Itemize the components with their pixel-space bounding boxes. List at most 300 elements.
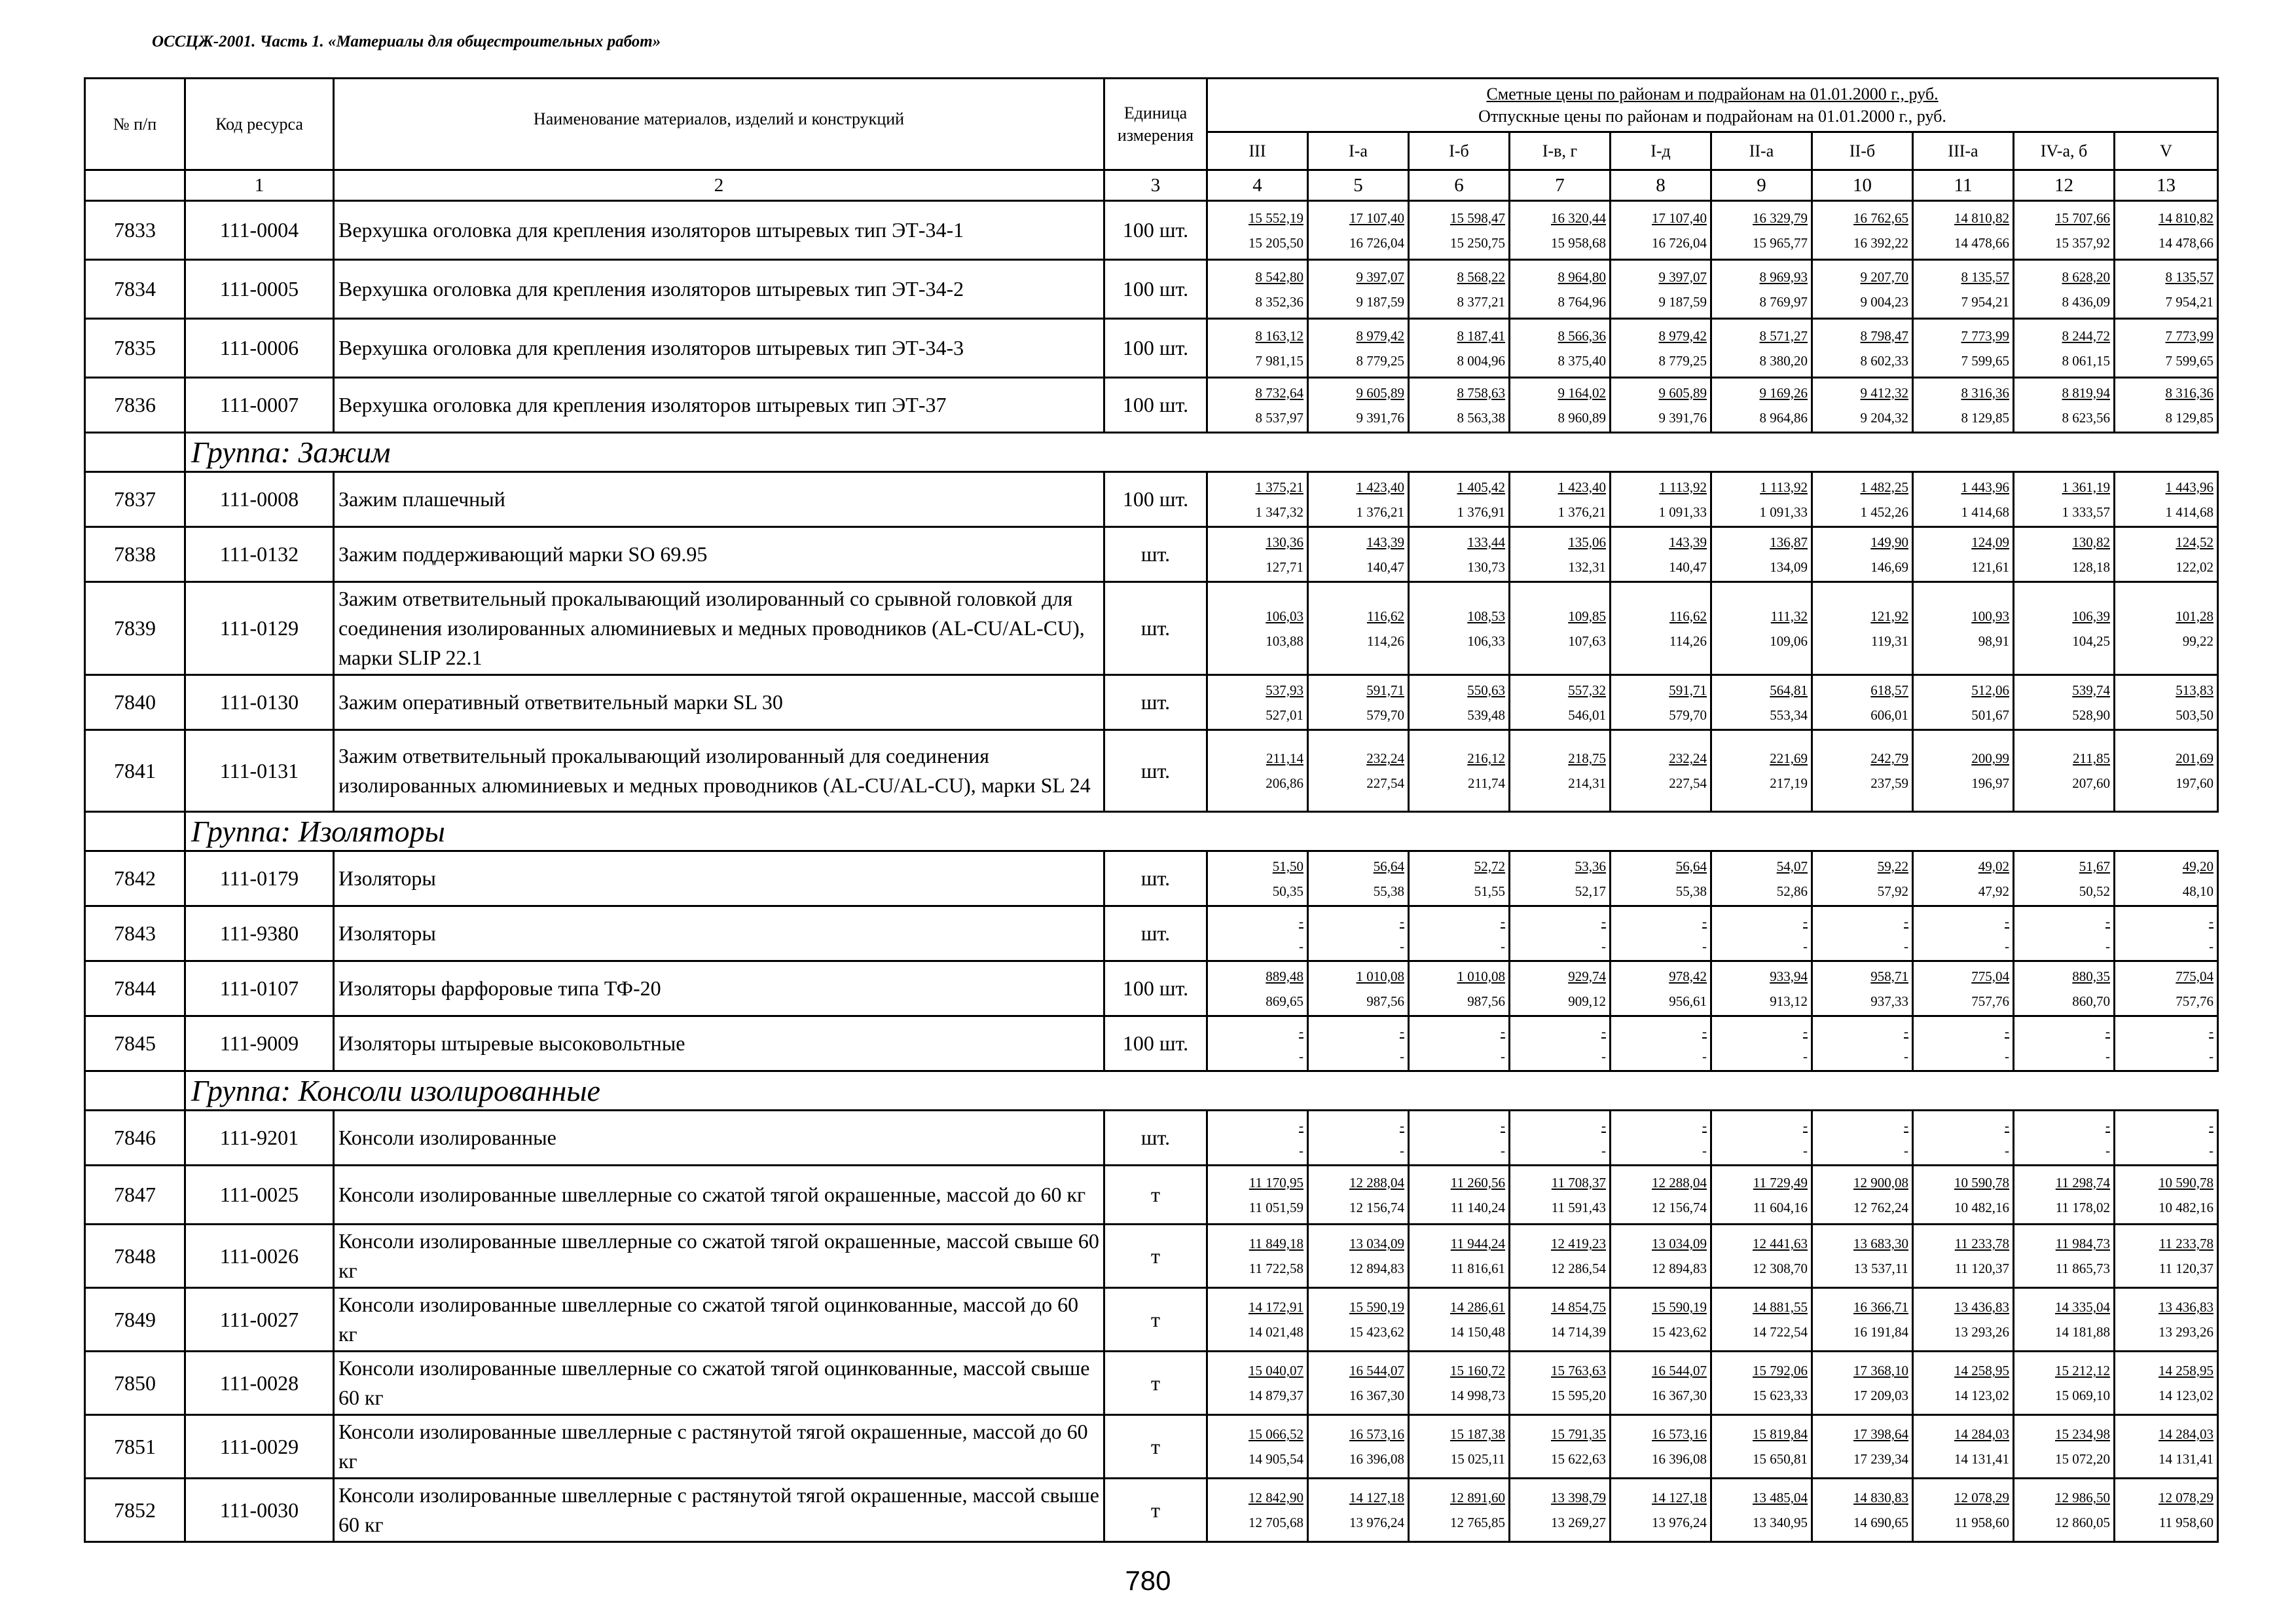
estimate-price: 1 375,21	[1255, 479, 1303, 495]
release-price: 7 599,65	[2165, 352, 2214, 369]
price-cell	[1611, 851, 1711, 906]
estimate-price: 121,92	[1870, 608, 1908, 624]
header-region: IV-а, б	[2014, 132, 2115, 170]
estimate-price: 11 260,56	[1450, 1174, 1505, 1190]
release-price: -	[1501, 1142, 1505, 1158]
release-price: 11 120,37	[1954, 1261, 2009, 1276]
release-price: 11 051,59	[1248, 1199, 1303, 1215]
price-cell	[1711, 906, 1812, 961]
table-row	[85, 675, 2218, 730]
resource-code: 111-0131	[185, 730, 334, 812]
group-row	[85, 433, 2218, 472]
price-cell	[1207, 1288, 1308, 1352]
release-price: 52,86	[1776, 883, 1808, 899]
estimate-price: 15 590,19	[1349, 1299, 1404, 1315]
estimate-price: 591,71	[1366, 682, 1404, 698]
estimate-price: 8 187,41	[1457, 327, 1505, 344]
material-name: Консоли изолированные швеллерные с растянутой тягой окрашенные, массой до 60 кг	[334, 1415, 1104, 1479]
price-cell	[1207, 1415, 1308, 1479]
estimate-price: 9 397,07	[1658, 268, 1707, 285]
price-cell	[1409, 472, 1510, 527]
estimate-price: 11 298,74	[2055, 1174, 2110, 1190]
release-price: 913,12	[1770, 993, 1808, 1009]
estimate-price: -	[1702, 1023, 1707, 1039]
unit-of-measure: 100 шт.	[1104, 472, 1207, 527]
estimate-price: 111,32	[1770, 608, 1808, 624]
table-row	[85, 906, 2218, 961]
release-price: -	[1702, 1048, 1707, 1064]
estimate-price: 15 707,66	[2055, 210, 2110, 226]
release-price: 15 069,10	[2055, 1388, 2110, 1403]
price-cell	[1308, 1352, 1409, 1415]
price-cell	[1510, 1479, 1611, 1542]
estimate-price: 143,39	[1366, 534, 1404, 550]
material-name: Изоляторы фарфоровые типа ТФ-20	[334, 961, 1104, 1016]
estimate-price: 8 316,36	[2165, 384, 2214, 401]
material-name: Изоляторы	[334, 906, 1104, 961]
column-number: 6	[1409, 170, 1510, 201]
estimate-price: 618,57	[1870, 682, 1908, 698]
price-cell	[1409, 1016, 1510, 1071]
estimate-price: 232,24	[1366, 750, 1404, 766]
price-cell	[1207, 1016, 1308, 1071]
price-cell	[1207, 851, 1308, 906]
price-cell	[1711, 851, 1812, 906]
estimate-price: -	[2005, 1117, 2009, 1134]
price-cell	[1207, 1352, 1308, 1415]
release-price: -	[1803, 1048, 1808, 1064]
estimate-price: 889,48	[1266, 968, 1303, 984]
estimate-price: 16 762,65	[1853, 210, 1908, 226]
estimate-price: 8 568,22	[1457, 268, 1505, 285]
release-price: -	[1501, 1048, 1505, 1064]
estimate-price: 11 233,78	[2159, 1236, 2214, 1251]
estimate-price: -	[1803, 1117, 1808, 1134]
estimate-price: 100,93	[1971, 608, 2009, 624]
row-number: 7849	[85, 1288, 185, 1352]
estimate-price: -	[1501, 1023, 1505, 1039]
estimate-price: 14 830,83	[1853, 1490, 1908, 1505]
estimate-price: 108,53	[1467, 608, 1505, 624]
estimate-price: 211,85	[2073, 750, 2110, 766]
resource-code: 111-0132	[185, 527, 334, 582]
release-price: 16 396,08	[1652, 1451, 1707, 1467]
price-cell	[1409, 851, 1510, 906]
release-price: 17 239,34	[1853, 1451, 1908, 1467]
estimate-price: 8 628,20	[2062, 268, 2110, 285]
estimate-price: 591,71	[1669, 682, 1707, 698]
estimate-price: 124,09	[1971, 534, 2009, 550]
release-price: 109,06	[1770, 633, 1808, 649]
price-cell	[1308, 1111, 1409, 1166]
estimate-price: -	[1400, 913, 1404, 929]
table-row	[85, 201, 2218, 260]
estimate-price: 1 113,92	[1659, 479, 1707, 495]
price-cell	[1812, 675, 1913, 730]
price-cell	[1207, 201, 1308, 260]
release-price: 15 623,33	[1753, 1388, 1808, 1403]
price-cell	[1812, 319, 1913, 378]
estimate-price: 17 107,40	[1349, 210, 1404, 226]
price-cell	[1812, 961, 1913, 1016]
estimate-price: 1 010,08	[1356, 968, 1404, 984]
release-price: 11 120,37	[2159, 1261, 2214, 1276]
group-row-spacer	[85, 1071, 185, 1111]
estimate-price: 133,44	[1467, 534, 1505, 550]
material-name: Изоляторы штыревые высоковольтные	[334, 1016, 1104, 1071]
unit-of-measure: 100 шт.	[1104, 961, 1207, 1016]
price-cell	[1409, 1225, 1510, 1288]
table-row	[85, 1111, 2218, 1166]
release-price: 9 391,76	[1356, 409, 1404, 426]
release-price: 16 367,30	[1349, 1388, 1404, 1403]
resource-code: 111-0007	[185, 378, 334, 433]
table-row	[85, 527, 2218, 582]
estimate-price: -	[1904, 1117, 1908, 1134]
price-cell	[1207, 1166, 1308, 1225]
header-region: II-а	[1711, 132, 1812, 170]
price-cell	[1510, 1225, 1611, 1288]
estimate-price: 775,04	[1971, 968, 2009, 984]
column-number: 1	[185, 170, 334, 201]
release-price: 55,38	[1373, 883, 1404, 899]
unit-of-measure: т	[1104, 1225, 1207, 1288]
estimate-price: 8 163,12	[1255, 327, 1303, 344]
price-cell	[1711, 1166, 1812, 1225]
estimate-price: 12 891,60	[1450, 1490, 1505, 1505]
release-price: 12 894,83	[1652, 1261, 1707, 1276]
column-number: 9	[1711, 170, 1812, 201]
estimate-price: 8 571,27	[1759, 327, 1808, 344]
release-price: 119,31	[1871, 633, 1908, 649]
release-price: -	[2105, 1142, 2110, 1158]
estimate-price: 106,39	[2072, 608, 2110, 624]
unit-of-measure: шт.	[1104, 582, 1207, 675]
estimate-price: 13 683,30	[1853, 1236, 1908, 1251]
release-price: -	[1904, 1048, 1908, 1064]
estimate-price: 14 127,18	[1349, 1490, 1404, 1505]
release-price: 16 396,08	[1349, 1451, 1404, 1467]
estimate-price: 16 366,71	[1853, 1299, 1908, 1315]
row-number: 7834	[85, 260, 185, 319]
release-price: 1 347,32	[1255, 504, 1303, 520]
row-number: 7841	[85, 730, 185, 812]
release-price: 7 954,21	[1961, 293, 2009, 310]
group-row-spacer	[85, 433, 185, 472]
release-price: 132,31	[1568, 559, 1606, 575]
table-row	[85, 1415, 2218, 1479]
estimate-price: 12 419,23	[1551, 1236, 1606, 1251]
estimate-price: -	[1702, 913, 1707, 929]
price-cell	[1913, 527, 2014, 582]
material-name: Верхушка оголовка для крепления изоляторов штыревых тип ЭТ-34-2	[334, 260, 1104, 319]
estimate-price: -	[1299, 1117, 1303, 1134]
price-cell	[1308, 260, 1409, 319]
release-price: 11 604,16	[1753, 1199, 1808, 1215]
release-price: 503,50	[2176, 707, 2214, 723]
price-cell	[1611, 201, 1711, 260]
estimate-price: 8 969,93	[1759, 268, 1808, 285]
estimate-price: 200,99	[1971, 750, 2009, 766]
estimate-price: -	[1299, 1023, 1303, 1039]
estimate-price: -	[1803, 913, 1808, 929]
estimate-price: 15 792,06	[1753, 1363, 1808, 1378]
release-price: 1 376,21	[1558, 504, 1606, 520]
estimate-price: 130,36	[1266, 534, 1303, 550]
estimate-price: 9 164,02	[1558, 384, 1606, 401]
price-cell	[1913, 1479, 2014, 1542]
price-cell	[1913, 201, 2014, 260]
estimate-price: 8 758,63	[1457, 384, 1505, 401]
estimate-price: 11 170,95	[1248, 1174, 1303, 1190]
estimate-price: 11 849,18	[1248, 1236, 1303, 1251]
release-price: 99,22	[2182, 633, 2214, 649]
estimate-price: 201,69	[2176, 750, 2214, 766]
release-price: 15 250,75	[1450, 234, 1505, 251]
release-price: -	[2209, 938, 2214, 954]
release-price: 14 714,39	[1551, 1324, 1606, 1340]
price-cell	[1308, 1225, 1409, 1288]
unit-of-measure: шт.	[1104, 527, 1207, 582]
estimate-price: 1 482,25	[1860, 479, 1908, 495]
price-cell	[2014, 472, 2115, 527]
release-price: 11 958,60	[1954, 1515, 2009, 1530]
table-row	[85, 582, 2218, 675]
price-cell	[1308, 961, 1409, 1016]
estimate-price: 16 544,07	[1652, 1363, 1707, 1378]
price-cell	[1711, 378, 1812, 433]
release-price: 14 131,41	[1954, 1451, 2009, 1467]
release-price: 11 140,24	[1450, 1199, 1505, 1215]
release-price: -	[1299, 1142, 1303, 1158]
release-price: 956,61	[1669, 993, 1707, 1009]
estimate-price: 16 320,44	[1551, 210, 1606, 226]
price-cell	[1409, 582, 1510, 675]
estimate-price: -	[1299, 913, 1303, 929]
release-price: -	[2005, 1048, 2009, 1064]
estimate-price: 101,28	[2176, 608, 2214, 624]
group-row	[85, 812, 2218, 851]
release-price: 11 178,02	[2055, 1199, 2110, 1215]
price-cell	[1207, 675, 1308, 730]
release-price: 8 377,21	[1457, 293, 1505, 310]
estimate-price: 15 160,72	[1450, 1363, 1505, 1378]
price-cell	[1812, 906, 1913, 961]
release-price: -	[2209, 1048, 2214, 1064]
header-region: III-а	[1913, 132, 2014, 170]
release-price: 8 375,40	[1558, 352, 1606, 369]
price-cell	[1711, 1111, 1812, 1166]
estimate-price: -	[2105, 1023, 2110, 1039]
table-row	[85, 1352, 2218, 1415]
price-cell	[1207, 582, 1308, 675]
price-cell	[1308, 1415, 1409, 1479]
release-price: 106,33	[1467, 633, 1505, 649]
release-price: 121,61	[1971, 559, 2009, 575]
price-cell	[1913, 319, 2014, 378]
price-cell	[1308, 1016, 1409, 1071]
price-cell	[2014, 851, 2115, 906]
unit-of-measure: т	[1104, 1166, 1207, 1225]
release-price: 197,60	[2176, 775, 2214, 791]
estimate-price: 13 436,83	[2159, 1299, 2214, 1315]
release-price: 16 392,22	[1853, 234, 1908, 251]
page-number: 780	[1125, 1565, 1171, 1596]
release-price: 1 414,68	[2165, 504, 2214, 520]
release-price: -	[1299, 1048, 1303, 1064]
release-price: 757,76	[2176, 993, 2214, 1009]
release-price: 13 537,11	[1853, 1261, 1908, 1276]
release-price: 553,34	[1770, 707, 1808, 723]
price-cell	[1409, 319, 1510, 378]
material-name: Консоли изолированные швеллерные с растянутой тягой окрашенные, массой свыше 60 кг	[334, 1479, 1104, 1542]
table-row	[85, 319, 2218, 378]
estimate-price: 557,32	[1568, 682, 1606, 698]
group-title: Группа: Консоли изолированные	[185, 1071, 2218, 1111]
release-price: -	[1400, 938, 1404, 954]
header-region: I-а	[1308, 132, 1409, 170]
price-cell	[1308, 319, 1409, 378]
price-cell	[2115, 851, 2218, 906]
estimate-price: 512,06	[1971, 682, 2009, 698]
column-number: 2	[334, 170, 1104, 201]
release-price: 13 976,24	[1652, 1515, 1707, 1530]
price-cell	[1711, 1288, 1812, 1352]
price-cell	[1510, 851, 1611, 906]
release-price: 140,47	[1669, 559, 1707, 575]
column-number: 3	[1104, 170, 1207, 201]
estimate-price: 15 552,19	[1248, 210, 1303, 226]
row-number: 7851	[85, 1415, 185, 1479]
column-number: 5	[1308, 170, 1409, 201]
release-price: 15 965,77	[1753, 234, 1808, 251]
release-price: 1 376,91	[1457, 504, 1505, 520]
release-price: 17 209,03	[1853, 1388, 1908, 1403]
release-price: 501,67	[1971, 707, 2009, 723]
release-price: 12 894,83	[1349, 1261, 1404, 1276]
unit-of-measure: 100 шт.	[1104, 201, 1207, 260]
estimate-price: 880,35	[2072, 968, 2110, 984]
estimate-price: 8 964,80	[1558, 268, 1606, 285]
price-cell	[1409, 1166, 1510, 1225]
release-price: 12 156,74	[1652, 1199, 1707, 1215]
release-price: 14 998,73	[1450, 1388, 1505, 1403]
price-cell	[1308, 730, 1409, 812]
release-price: 52,17	[1575, 883, 1606, 899]
release-price: 9 204,32	[1860, 409, 1908, 426]
unit-of-measure: шт.	[1104, 1111, 1207, 1166]
estimate-price: -	[2209, 1023, 2214, 1039]
release-price: 8 623,56	[2062, 409, 2110, 426]
price-cell	[2115, 906, 2218, 961]
unit-of-measure: т	[1104, 1415, 1207, 1479]
release-price: 15 423,62	[1349, 1324, 1404, 1340]
price-cell	[1207, 961, 1308, 1016]
release-price: 15 025,11	[1450, 1451, 1505, 1467]
estimate-price: 14 258,95	[1954, 1363, 2009, 1378]
estimate-price: 8 979,42	[1658, 327, 1707, 344]
price-cell	[1913, 1111, 2014, 1166]
running-header: ОССЦЖ-2001. Часть 1. «Материалы для общестроительных работ»	[152, 33, 661, 50]
estimate-price: 12 288,04	[1652, 1174, 1707, 1190]
estimate-price: 9 605,89	[1658, 384, 1707, 401]
estimate-price: 12 078,29	[2159, 1490, 2214, 1505]
release-price: 987,56	[1467, 993, 1505, 1009]
estimate-price: 136,87	[1770, 534, 1808, 550]
release-price: 11 958,60	[2159, 1515, 2214, 1530]
release-price: 14 690,65	[1853, 1515, 1908, 1530]
price-cell	[2014, 730, 2115, 812]
release-price: 11 816,61	[1450, 1261, 1505, 1276]
estimate-price: 978,42	[1669, 968, 1707, 984]
release-price: 12 156,74	[1349, 1199, 1404, 1215]
price-cell	[1510, 730, 1611, 812]
release-price: 9 187,59	[1658, 293, 1707, 310]
price-cell	[1611, 961, 1711, 1016]
estimate-price: 14 127,18	[1652, 1490, 1707, 1505]
price-cell	[1409, 1415, 1510, 1479]
price-cell	[2014, 1016, 2115, 1071]
estimate-price: 211,14	[1266, 750, 1303, 766]
price-cell	[2115, 1415, 2218, 1479]
price-cell	[1812, 378, 1913, 433]
resource-code: 111-0026	[185, 1225, 334, 1288]
release-price: 8 004,96	[1457, 352, 1505, 369]
table-row	[85, 472, 2218, 527]
column-number-empty	[85, 170, 185, 201]
estimate-price: -	[2005, 913, 2009, 929]
price-cell	[1510, 582, 1611, 675]
release-price: 104,25	[2072, 633, 2110, 649]
column-number: 13	[2115, 170, 2218, 201]
price-cell	[1913, 1225, 2014, 1288]
release-price: 8 602,33	[1860, 352, 1908, 369]
estimate-price: 242,79	[1870, 750, 1908, 766]
price-cell	[1711, 319, 1812, 378]
estimate-price: 149,90	[1870, 534, 1908, 550]
material-name: Зажим поддерживающий марки SO 69.95	[334, 527, 1104, 582]
price-cell	[2014, 1225, 2115, 1288]
release-price: -	[1601, 1142, 1606, 1158]
release-price: 140,47	[1366, 559, 1404, 575]
release-price: -	[1601, 938, 1606, 954]
release-price: 14 722,54	[1753, 1324, 1808, 1340]
release-price: 8 764,96	[1558, 293, 1606, 310]
resource-code: 111-9201	[185, 1111, 334, 1166]
material-name: Зажим оперативный ответвительный марки SL 30	[334, 675, 1104, 730]
estimate-price: 52,72	[1474, 858, 1505, 874]
price-cell	[1913, 730, 2014, 812]
release-price: 13 293,26	[1954, 1324, 2009, 1340]
estimate-price: 8 979,42	[1356, 327, 1404, 344]
release-price: 50,35	[1272, 883, 1303, 899]
release-price: 13 293,26	[2159, 1324, 2214, 1340]
release-price: -	[2105, 938, 2110, 954]
release-price: 50,52	[2079, 883, 2110, 899]
header-region: II-б	[1812, 132, 1913, 170]
release-price: 869,65	[1266, 993, 1303, 1009]
unit-of-measure: шт.	[1104, 906, 1207, 961]
resource-code: 111-0130	[185, 675, 334, 730]
row-number: 7847	[85, 1166, 185, 1225]
release-price: 13 340,95	[1753, 1515, 1808, 1530]
price-cell	[1308, 201, 1409, 260]
estimate-price: 8 798,47	[1860, 327, 1908, 344]
price-cell	[1711, 472, 1812, 527]
row-number: 7838	[85, 527, 185, 582]
estimate-price: 1 423,40	[1558, 479, 1606, 495]
estimate-price: 14 335,04	[2055, 1299, 2110, 1315]
